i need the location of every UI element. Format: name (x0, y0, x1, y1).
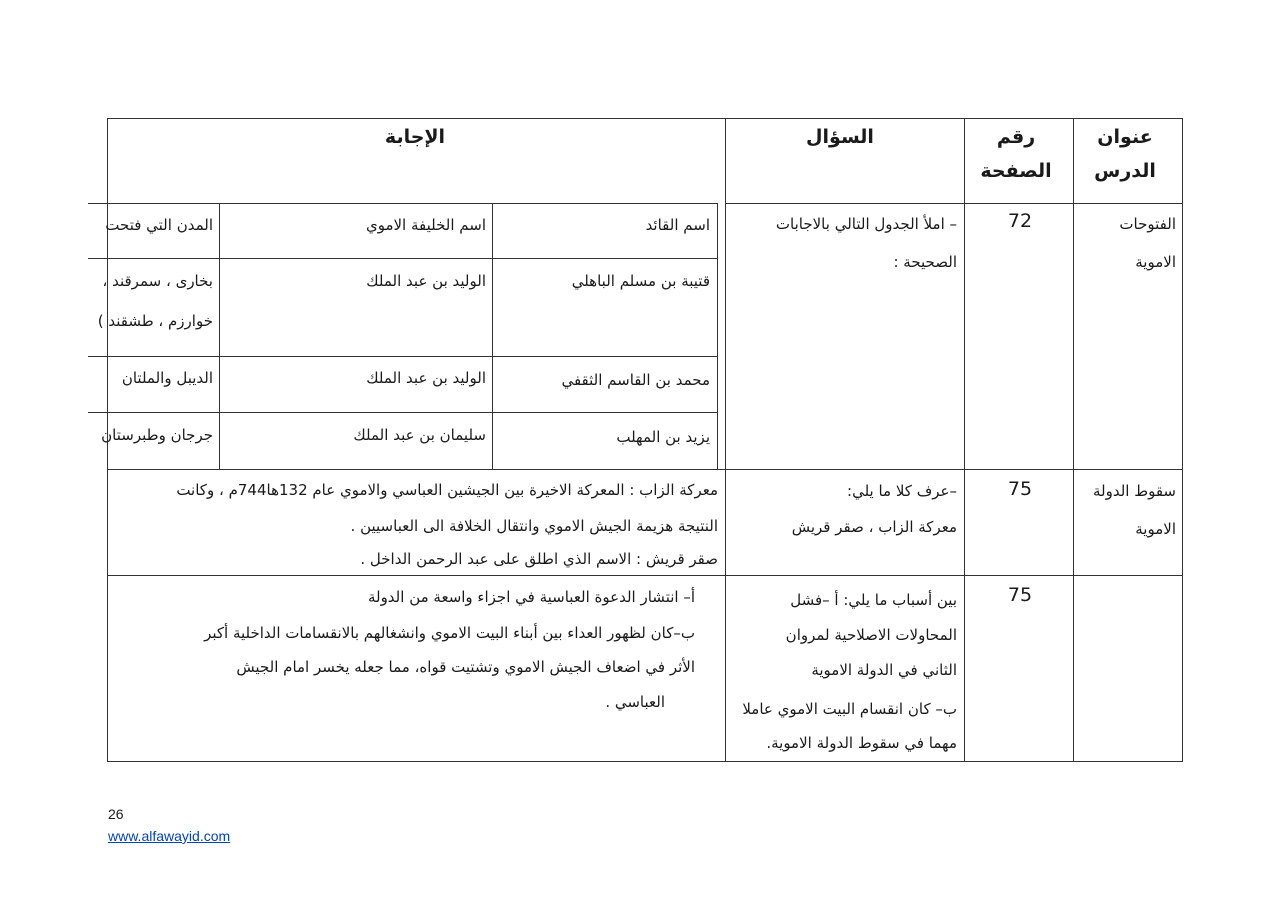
row3-answer-line-4: العباسي . (605, 693, 665, 711)
row3-question-line-2: المحاولات الاصلاحية لمروان (785, 626, 957, 644)
row3-question-line-1: بين أسباب ما يلي: أ –فشل (790, 591, 957, 609)
row2-question-line-2: معركة الزاب ، صقر قريش (791, 518, 957, 536)
row3-answer-line-3: الأثر في اضعاف الجيش الاموي وتشتيت قواه، مما جعله يخسر امام الجيش (236, 658, 695, 676)
header-question: السؤال (806, 126, 874, 148)
inner-row3-commander: يزيد بن المهلب (616, 428, 710, 446)
inner-row1-cities-line-1: بخارى ، سمرقند ، (102, 272, 213, 290)
row2-question-line-1: –عرف كلا ما يلي: (847, 482, 957, 500)
row3-answer-line-1: أ– انتشار الدعوة العباسية في اجزاء واسعة من الدولة (367, 588, 695, 606)
inner-row3-cities: جرجان وطبرستان (101, 426, 213, 444)
row2-answer-line-1: معركة الزاب : المعركة الاخيرة بين الجيشين العباسي والاموي عام 132ها744م ، وكانت (176, 481, 718, 499)
header-page-number: رقم الصفحة (980, 126, 1052, 182)
col-answer-question-divider (725, 118, 726, 762)
inner-table-right (717, 203, 718, 469)
row2-answer-line-2: النتيجة هزيمة الجيش الاموي وانتقال الخلافة الى العباسيين . (350, 517, 718, 535)
page-number: 26 (108, 806, 124, 822)
row2-answer-line-3: صقر قريش : الاسم الذي اطلق على عبد الرحمن الداخل . (360, 550, 718, 568)
row1-bottom-border (107, 469, 1183, 470)
row1-lesson: الفتوحات الاموية (1119, 215, 1176, 271)
inner-row1-cities-line-2: خوارزم ، طشقند ) (97, 312, 213, 330)
row3-question-line-4: ب– كان انقسام البيت الاموي عاملا (742, 700, 957, 718)
header-lesson-title: عنوان الدرس (1094, 126, 1156, 182)
inner-table-col-divider-2 (219, 203, 220, 469)
inner-row2-commander: محمد بن القاسم الثقفي (561, 371, 710, 389)
inner-row2-caliph: الوليد بن عبد الملك (366, 369, 486, 387)
row3-answer-line-2: ب–كان لظهور العداء بين أبناء البيت الاموي وانشغالهم بالانقسامات الداخلية أكبر (204, 624, 695, 642)
inner-table-col-divider-1 (492, 203, 493, 469)
inner-row3-caliph: سليمان بن عبد الملك (353, 426, 486, 444)
inner-header-cities: المدن التي فتحت (105, 216, 213, 234)
inner-table-row1-bottom (88, 356, 718, 357)
inner-row1-caliph: الوليد بن عبد الملك (366, 272, 486, 290)
inner-header-caliph: اسم الخليفة الاموي (365, 216, 486, 234)
inner-table-row2-bottom (88, 412, 718, 413)
row3-question-line-3: الثاني في الدولة الاموية (811, 661, 957, 679)
inner-row2-cities: الديبل والملتان (121, 369, 213, 387)
row1-page: 72 (1007, 210, 1033, 232)
col-page-lesson-divider (1073, 118, 1074, 762)
inner-row1-commander: قتيبة بن مسلم الباهلي (571, 272, 710, 290)
row3-page: 75 (1007, 584, 1033, 606)
row3-question-line-5: مهما في سقوط الدولة الاموية. (766, 734, 957, 752)
row1-question-line-1: – املأ الجدول التالي بالاجابات (775, 215, 957, 233)
inner-header-commander: اسم القائد (645, 216, 710, 234)
inner-table-top (88, 203, 718, 204)
row1-question-line-2: الصحيحة : (893, 253, 957, 271)
header-bottom-border (725, 203, 1183, 204)
table-bottom-border (107, 761, 1183, 762)
row2-lesson: سقوط الدولة الاموية (1092, 482, 1176, 538)
header-answer: الإجابة (384, 126, 446, 148)
table-right-border (1182, 118, 1183, 762)
table-top-border (107, 118, 1183, 119)
site-link[interactable]: www.alfawayid.com (108, 828, 231, 844)
col-question-page-divider (964, 118, 965, 762)
inner-table-header-bottom (88, 258, 718, 259)
row2-page: 75 (1007, 478, 1033, 500)
